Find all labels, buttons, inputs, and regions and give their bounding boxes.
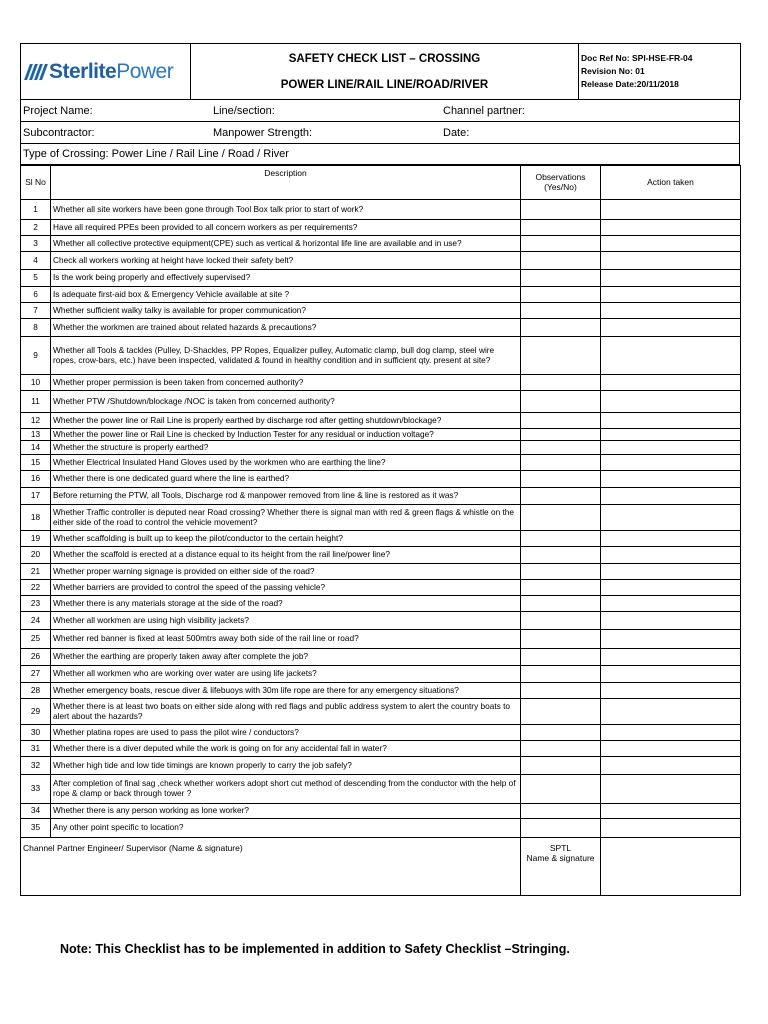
row-observation-cell[interactable] — [521, 725, 601, 741]
table-row — [21, 319, 741, 337]
row-action-cell[interactable] — [601, 287, 741, 303]
table-row — [21, 649, 741, 666]
row-description: Whether all workmen who are working over water are using life jackets? — [51, 666, 521, 683]
table-row — [21, 220, 741, 236]
table-row — [21, 455, 741, 471]
table-row — [21, 429, 741, 441]
row-description: Whether emergency boats, rescue diver & lifebuoys with 30m life rope are there for any emergency situations? — [51, 683, 521, 699]
row-description: Have all required PPEs been provided to all concern workers as per requirements? — [51, 220, 521, 236]
row-action-cell[interactable] — [601, 252, 741, 270]
row-observation-cell[interactable] — [521, 391, 601, 413]
release-date: Release Date:20/11/2018 — [581, 79, 679, 89]
col-description-header: Description — [51, 166, 521, 200]
row-observation-cell[interactable] — [521, 666, 601, 683]
row-action-cell[interactable] — [601, 683, 741, 699]
row-action-cell[interactable] — [601, 666, 741, 683]
row-action-cell[interactable] — [601, 413, 741, 429]
row-description: Whether red banner is fixed at least 500mtrs away both side of the rail line or road? — [51, 630, 521, 649]
revision-no: Revision No: 01 — [581, 66, 645, 76]
row-action-cell[interactable] — [601, 505, 741, 531]
row-sl-no: 12 — [21, 413, 51, 429]
checklist-rows — [21, 200, 741, 838]
row-description: Whether the workmen are trained about related hazards & precautions? — [51, 319, 521, 337]
row-observation-cell[interactable] — [521, 612, 601, 630]
row-description: Whether there is one dedicated guard where the line is earthed? — [51, 471, 521, 488]
row-sl-no: 26 — [21, 649, 51, 666]
row-action-cell[interactable] — [601, 819, 741, 838]
row-observation-cell[interactable] — [521, 741, 601, 757]
row-observation-cell[interactable] — [521, 471, 601, 488]
manpower-label: Manpower Strength: — [213, 126, 313, 139]
info-row-2 — [20, 122, 740, 144]
info-row-3 — [20, 144, 740, 165]
row-sl-no: 1 — [21, 200, 51, 220]
row-sl-no: 23 — [21, 596, 51, 612]
row-observation-cell[interactable] — [521, 757, 601, 775]
row-sl-no: 22 — [21, 580, 51, 596]
table-row — [21, 441, 741, 455]
row-action-cell[interactable] — [601, 725, 741, 741]
crossing-type-label: Type of Crossing: Power Line / Rail Line / Road / River — [23, 148, 289, 160]
row-action-cell[interactable] — [601, 337, 741, 375]
row-observation-cell[interactable] — [521, 547, 601, 564]
row-sl-no: 21 — [21, 564, 51, 580]
row-action-cell[interactable] — [601, 375, 741, 391]
table-row — [21, 612, 741, 630]
row-observation-cell[interactable] — [521, 596, 601, 612]
row-description: Whether PTW /Shutdown/blockage /NOC is taken from concerned authority? — [51, 391, 521, 413]
row-action-cell[interactable] — [601, 741, 741, 757]
table-row — [21, 531, 741, 547]
logo-text-light: Power — [116, 59, 174, 83]
row-sl-no: 30 — [21, 725, 51, 741]
row-action-cell[interactable] — [601, 612, 741, 630]
row-action-cell[interactable] — [601, 531, 741, 547]
row-description: Whether all Tools & tackles (Pulley, D-Shackles, PP Ropes, Equalizer pulley, Automatic clamp, bull dog clamp, steel wire ropes, crow-bars, etc.) have been inspected, validated & found in healthy condition and in sufficient qty. present at site? — [51, 337, 521, 375]
table-row — [21, 270, 741, 287]
row-observation-cell[interactable] — [521, 699, 601, 725]
row-action-cell[interactable] — [601, 630, 741, 649]
table-row — [21, 564, 741, 580]
row-observation-cell[interactable] — [521, 287, 601, 303]
header-table — [20, 43, 741, 100]
table-row — [21, 471, 741, 488]
row-sl-no: 8 — [21, 319, 51, 337]
row-observation-cell[interactable] — [521, 375, 601, 391]
checklist-form — [20, 43, 740, 896]
row-sl-no: 24 — [21, 612, 51, 630]
table-row — [21, 804, 741, 819]
row-action-cell[interactable] — [601, 200, 741, 220]
row-description: Is adequate first-aid box & Emergency Vehicle available at site ? — [51, 287, 521, 303]
row-description: After completion of final sag ,check whether workers adopt short cut method of descending from the conductor with the help of rope & clamp or back through tower ? — [51, 775, 521, 804]
row-action-cell[interactable] — [601, 429, 741, 441]
col-action-header: Action taken — [601, 166, 741, 200]
logo-cell — [21, 44, 191, 100]
partner-signature-cell: Channel Partner Engineer/ Supervisor (Name & signature) — [21, 838, 521, 896]
row-action-cell[interactable] — [601, 319, 741, 337]
footer-note: Note: This Checklist has to be implemented in addition to Safety Checklist –Stringing. — [60, 942, 570, 956]
table-row — [21, 505, 741, 531]
row-sl-no: 11 — [21, 391, 51, 413]
doc-meta — [579, 44, 741, 100]
table-row — [21, 596, 741, 612]
row-sl-no: 19 — [21, 531, 51, 547]
row-sl-no: 29 — [21, 699, 51, 725]
form-title — [191, 44, 579, 100]
row-action-cell[interactable] — [601, 471, 741, 488]
sptl-label: SPTL — [549, 843, 572, 853]
row-action-cell[interactable] — [601, 757, 741, 775]
row-observation-cell[interactable] — [521, 337, 601, 375]
table-row — [21, 236, 741, 252]
table-row — [21, 200, 741, 220]
info-row-1 — [20, 100, 740, 122]
table-row — [21, 303, 741, 319]
row-observation-cell[interactable] — [521, 683, 601, 699]
table-row — [21, 391, 741, 413]
row-description: Check all workers working at height have locked their safety belt? — [51, 252, 521, 270]
row-sl-no: 9 — [21, 337, 51, 375]
row-action-cell[interactable] — [601, 488, 741, 505]
table-row — [21, 252, 741, 270]
row-sl-no: 27 — [21, 666, 51, 683]
row-observation-cell[interactable] — [521, 580, 601, 596]
row-description: Whether proper permission is been taken from concerned authority? — [51, 375, 521, 391]
row-sl-no: 14 — [21, 441, 51, 455]
row-action-cell[interactable] — [601, 580, 741, 596]
row-action-cell[interactable] — [601, 303, 741, 319]
row-observation-cell[interactable] — [521, 441, 601, 455]
row-observation-cell[interactable] — [521, 531, 601, 547]
row-description: Whether barriers are provided to control the speed of the passing vehicle? — [51, 580, 521, 596]
row-action-cell[interactable] — [601, 547, 741, 564]
project-name-label: Project Name: — [23, 104, 93, 117]
row-observation-cell[interactable] — [521, 413, 601, 429]
row-sl-no: 20 — [21, 547, 51, 564]
row-description: Whether there is any materials storage at the side of the road? — [51, 596, 521, 612]
table-row — [21, 757, 741, 775]
row-sl-no: 7 — [21, 303, 51, 319]
row-sl-no: 17 — [21, 488, 51, 505]
row-sl-no: 5 — [21, 270, 51, 287]
row-action-cell[interactable] — [601, 391, 741, 413]
row-action-cell[interactable] — [601, 596, 741, 612]
row-sl-no: 34 — [21, 804, 51, 819]
row-description: Whether proper warning signage is provided on either side of the road? — [51, 564, 521, 580]
row-sl-no: 4 — [21, 252, 51, 270]
row-observation-cell[interactable] — [521, 649, 601, 666]
row-description: Whether sufficient walky talky is available for proper communication? — [51, 303, 521, 319]
row-action-cell[interactable] — [601, 564, 741, 580]
title-line2: POWER LINE/RAIL LINE/ROAD/RIVER — [280, 78, 489, 91]
row-action-cell[interactable] — [601, 455, 741, 471]
doc-ref: Doc Ref No: SPI-HSE-FR-04 — [581, 53, 693, 63]
row-action-cell[interactable] — [601, 775, 741, 804]
row-action-cell[interactable] — [601, 699, 741, 725]
table-header — [21, 166, 741, 200]
sptl-signature-cell — [521, 838, 601, 896]
row-description: Whether the power line or Rail Line is checked by Induction Tester for any residual or induction voltage? — [51, 429, 521, 441]
row-observation-cell[interactable] — [521, 319, 601, 337]
table-row — [21, 819, 741, 838]
row-description: Whether platina ropes are used to pass the pilot wire / conductors? — [51, 725, 521, 741]
row-action-cell[interactable] — [601, 804, 741, 819]
row-description: Whether all workmen are using high visibility jackets? — [51, 612, 521, 630]
row-description: Whether there is at least two boats on either side along with red flags and public address system to alert the country boats to alert about the hazards? — [51, 699, 521, 725]
row-sl-no: 3 — [21, 236, 51, 252]
row-action-cell[interactable] — [601, 236, 741, 252]
logo-bars-icon — [27, 64, 45, 80]
row-observation-cell[interactable] — [521, 505, 601, 531]
channel-partner-label: Channel partner: — [443, 104, 525, 117]
table-row — [21, 488, 741, 505]
row-observation-cell[interactable] — [521, 775, 601, 804]
row-action-cell[interactable] — [601, 220, 741, 236]
row-description: Is the work being properly and effectively supervised? — [51, 270, 521, 287]
row-sl-no: 13 — [21, 429, 51, 441]
row-observation-cell[interactable] — [521, 564, 601, 580]
sptl-signature-box[interactable] — [601, 838, 741, 896]
sptl-sub-label: Name & signature — [526, 852, 595, 863]
subcontractor-label: Subcontractor: — [23, 126, 95, 139]
col-observations-header: Observations (Yes/No) — [521, 166, 601, 200]
row-observation-cell[interactable] — [521, 200, 601, 220]
col-sl-header: Sl No — [21, 166, 51, 200]
sterlite-logo — [21, 44, 190, 99]
row-sl-no: 15 — [21, 455, 51, 471]
table-row — [21, 580, 741, 596]
row-description: Whether the scaffold is erected at a distance equal to its height from the rail line/power line? — [51, 547, 521, 564]
table-row — [21, 547, 741, 564]
row-observation-cell[interactable] — [521, 220, 601, 236]
row-description: Before returning the PTW, all Tools, Discharge rod & manpower removed from line & line is restored as it was? — [51, 488, 521, 505]
signature-row — [21, 838, 741, 896]
row-description: Whether the earthing are properly taken away after complete the job? — [51, 649, 521, 666]
row-sl-no: 28 — [21, 683, 51, 699]
row-description: Whether the power line or Rail Line is properly earthed by discharge rod after getting shutdown/blockage? — [51, 413, 521, 429]
row-sl-no: 33 — [21, 775, 51, 804]
table-row — [21, 413, 741, 429]
logo-text-bold: Sterlite — [49, 59, 117, 83]
row-sl-no: 16 — [21, 471, 51, 488]
row-action-cell[interactable] — [601, 441, 741, 455]
table-row — [21, 337, 741, 375]
row-description: Whether all site workers have been gone through Tool Box talk prior to start of work? — [51, 200, 521, 220]
row-action-cell[interactable] — [601, 649, 741, 666]
row-action-cell[interactable] — [601, 270, 741, 287]
row-observation-cell[interactable] — [521, 804, 601, 819]
row-observation-cell[interactable] — [521, 429, 601, 441]
row-observation-cell[interactable] — [521, 455, 601, 471]
row-observation-cell[interactable] — [521, 630, 601, 649]
row-description: Whether high tide and low tide timings are known properly to carry the job safely? — [51, 757, 521, 775]
row-observation-cell[interactable] — [521, 236, 601, 252]
row-description: Whether the structure is properly earthed? — [51, 441, 521, 455]
checklist-table — [20, 165, 741, 896]
table-row — [21, 630, 741, 649]
row-description: Whether Electrical Insulated Hand Gloves used by the workmen who are earthing the line? — [51, 455, 521, 471]
row-description: Whether there is any person working as lone worker? — [51, 804, 521, 819]
row-description: Whether all collective protective equipment(CPE) such as vertical & horizontal life line are available and in use? — [51, 236, 521, 252]
row-sl-no: 31 — [21, 741, 51, 757]
table-row — [21, 741, 741, 757]
row-sl-no: 18 — [21, 505, 51, 531]
row-sl-no: 6 — [21, 287, 51, 303]
row-sl-no: 2 — [21, 220, 51, 236]
row-description: Any other point specific to location? — [51, 819, 521, 838]
table-row — [21, 775, 741, 804]
table-row — [21, 699, 741, 725]
row-observation-cell[interactable] — [521, 488, 601, 505]
row-description: Whether scaffolding is built up to keep the pilot/conductor to the certain height? — [51, 531, 521, 547]
table-row — [21, 287, 741, 303]
date-label: Date: — [443, 126, 470, 139]
table-row — [21, 666, 741, 683]
table-row — [21, 683, 741, 699]
row-sl-no: 25 — [21, 630, 51, 649]
title-line1: SAFETY CHECK LIST – CROSSING — [288, 52, 481, 65]
row-observation-cell[interactable] — [521, 819, 601, 838]
row-observation-cell[interactable] — [521, 303, 601, 319]
row-observation-cell[interactable] — [521, 270, 601, 287]
row-sl-no: 35 — [21, 819, 51, 838]
table-row — [21, 725, 741, 741]
row-sl-no: 10 — [21, 375, 51, 391]
row-description: Whether Traffic controller is deputed near Road crossing? Whether there is signal man with red & green flags & whistle on the either side of the road to control the vehicle movement? — [51, 505, 521, 531]
row-sl-no: 32 — [21, 757, 51, 775]
row-observation-cell[interactable] — [521, 252, 601, 270]
table-row — [21, 375, 741, 391]
line-section-label: Line/section: — [213, 104, 275, 117]
row-description: Whether there is a diver deputed while the work is going on for any accidental fall in water? — [51, 741, 521, 757]
